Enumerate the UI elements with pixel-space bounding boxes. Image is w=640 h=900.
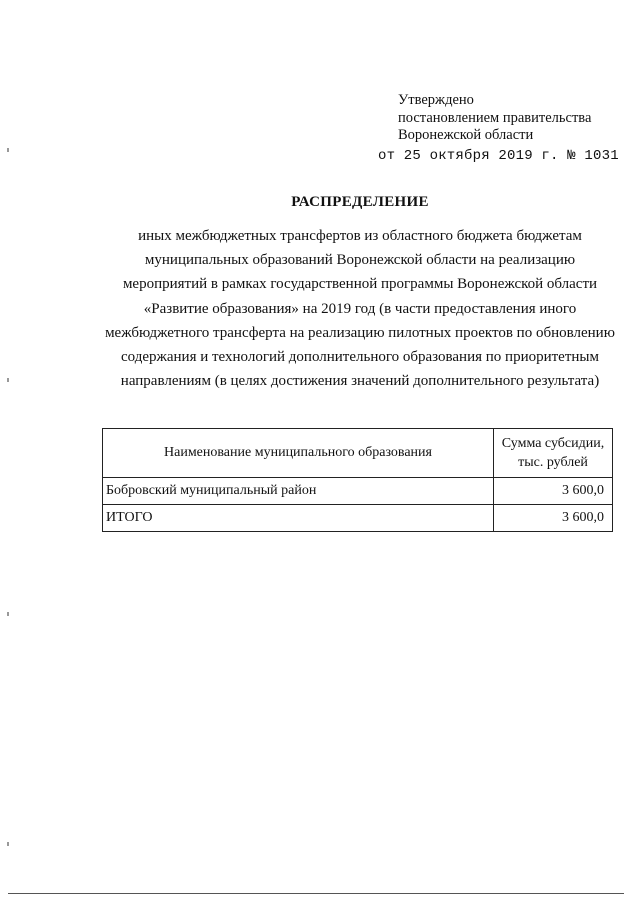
description-line: содержания и технологий дополнительного образования по приоритетным [120,349,599,366]
subsidy-amount: 3 600,0 [494,478,613,505]
description-line: межбюджетного трансферта на реализацию пилотных проектов по обновлению [105,324,615,341]
approval-authority: постановлением правительства [398,109,592,126]
description-line: иных межбюджетных трансфертов из областного бюджета бюджетам [138,228,582,244]
total-amount: 3 600,0 [494,505,613,532]
approval-label: Утверждено [398,92,474,108]
allocation-table [102,428,613,532]
total-label: ИТОГО [103,505,494,532]
description-line: «Развитие образования» на 2019 год (в части предоставления иного [143,300,577,317]
column-header-amount-line1: Сумма субсидии, [501,436,605,451]
description-line: муниципальных образований Воронежской области на реализацию [144,252,576,269]
margin-mark [7,842,9,846]
scan-bottom-edge [8,893,624,894]
decree-date-stamp: от 25 октября 2019 г. № 1031 [378,147,619,164]
description-line: направлениям (в целях достижения значений дополнительного результата) [120,373,600,390]
approval-region: Воронежской области [398,127,534,143]
column-header-municipality: Наименование муниципального образования [103,429,494,478]
approval-block [378,92,619,165]
table-row [103,478,613,505]
margin-mark [7,612,9,616]
description-line: мероприятий в рамках государственной программы Воронежской области [122,276,598,293]
document-title: РАСПРЕДЕЛЕНИЕ [291,194,429,210]
column-header-amount [494,429,613,478]
table-header-row [103,429,613,478]
municipality-name: Бобровский муниципальный район [103,478,494,505]
document-description [100,224,620,393]
margin-mark [7,148,9,152]
table-total-row [103,505,613,532]
margin-mark [7,378,9,382]
column-header-amount-line2: тыс. рублей [518,455,588,470]
